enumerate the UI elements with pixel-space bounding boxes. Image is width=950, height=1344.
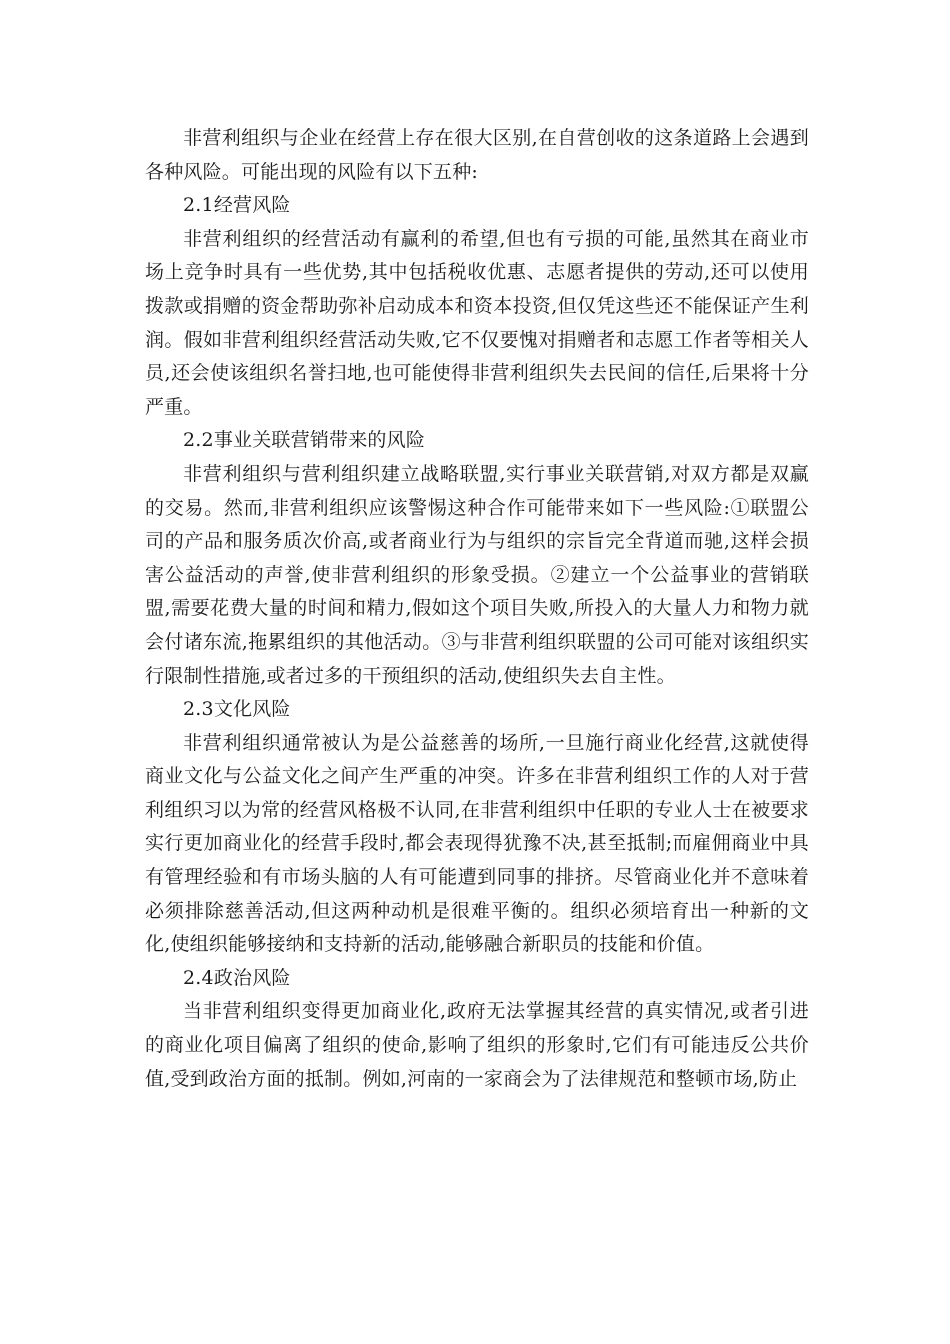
paragraph-political-risk: 当非营利组织变得更加商业化,政府无法掌握其经营的真实情况,或者引进的商业化项目偏离了组织的使命,影响了组织的形象时,它们有可能违反公共价值,受到政治方面的抵制。例如,河南的一家商会为了法律规范和整顿市场,防止 [145,1000,809,1090]
intro-paragraph: 非营利组织与企业在经营上存在很大区别,在自营创收的这条道路上会遇到各种风险。可能出现的风险有以下五种: [145,127,809,183]
section-heading-2-2: 2.2事业关联营销带来的风险 [183,429,426,452]
section-heading-2-3: 2.3文化风险 [183,698,291,721]
paragraph-cause-marketing-risk: 非营利组织与营利组织建立战略联盟,实行事业关联营销,对双方都是双赢的交易。然而,非营利组织应该警惕这种合作可能带来如下一些风险:①联盟公司的产品和服务质次价高,或者商业行为与组织的宗旨完全背道而驰,这样会损害公益活动的声誉,使非营利组织的形象受损。②建立一个公益事业的营销联盟,需要花费大量的时间和精力,假如这个项目失败,所投入的大量人力和物力就会付诸东流,拖累组织的其他活动。③与非营利组织联盟的公司可能对该组织实行限制性措施,或者过多的干预组织的活动,使组织失去自主性。 [145,462,809,687]
document-body [145,122,809,1096]
paragraph-cultural-risk: 非营利组织通常被认为是公益慈善的场所,一旦施行商业化经营,这就使得商业文化与公益文化之间产生严重的冲突。许多在非营利组织工作的人对于营利组织习以为常的经营风格极不认同,在非营利组织中任职的专业人士在被要求实行更加商业化的经营手段时,都会表现得犹豫不决,甚至抵制;而雇佣商业中具有管理经验和有市场头脑的人有可能遭到同事的排挤。尽管商业化并不意味着必须排除慈善活动,但这两种动机是很难平衡的。组织必须培育出一种新的文化,使组织能够接纳和支持新的活动,能够融合新职员的技能和价值。 [145,731,809,956]
section-heading-2-1: 2.1经营风险 [183,194,291,217]
paragraph-operating-risk: 非营利组织的经营活动有赢利的希望,但也有亏损的可能,虽然其在商业市场上竞争时具有一些优势,其中包括税收优惠、志愿者提供的劳动,还可以使用拨款或捐赠的资金帮助弥补启动成本和资本投资,但仅凭这些还不能保证产生利润。假如非营利组织经营活动失败,它不仅要愧对捐赠者和志愿工作者等相关人员,还会使该组织名誉扫地,也可能使得非营利组织失去民间的信任,后果将十分严重。 [145,227,809,418]
section-heading-2-4: 2.4政治风险 [183,966,291,989]
